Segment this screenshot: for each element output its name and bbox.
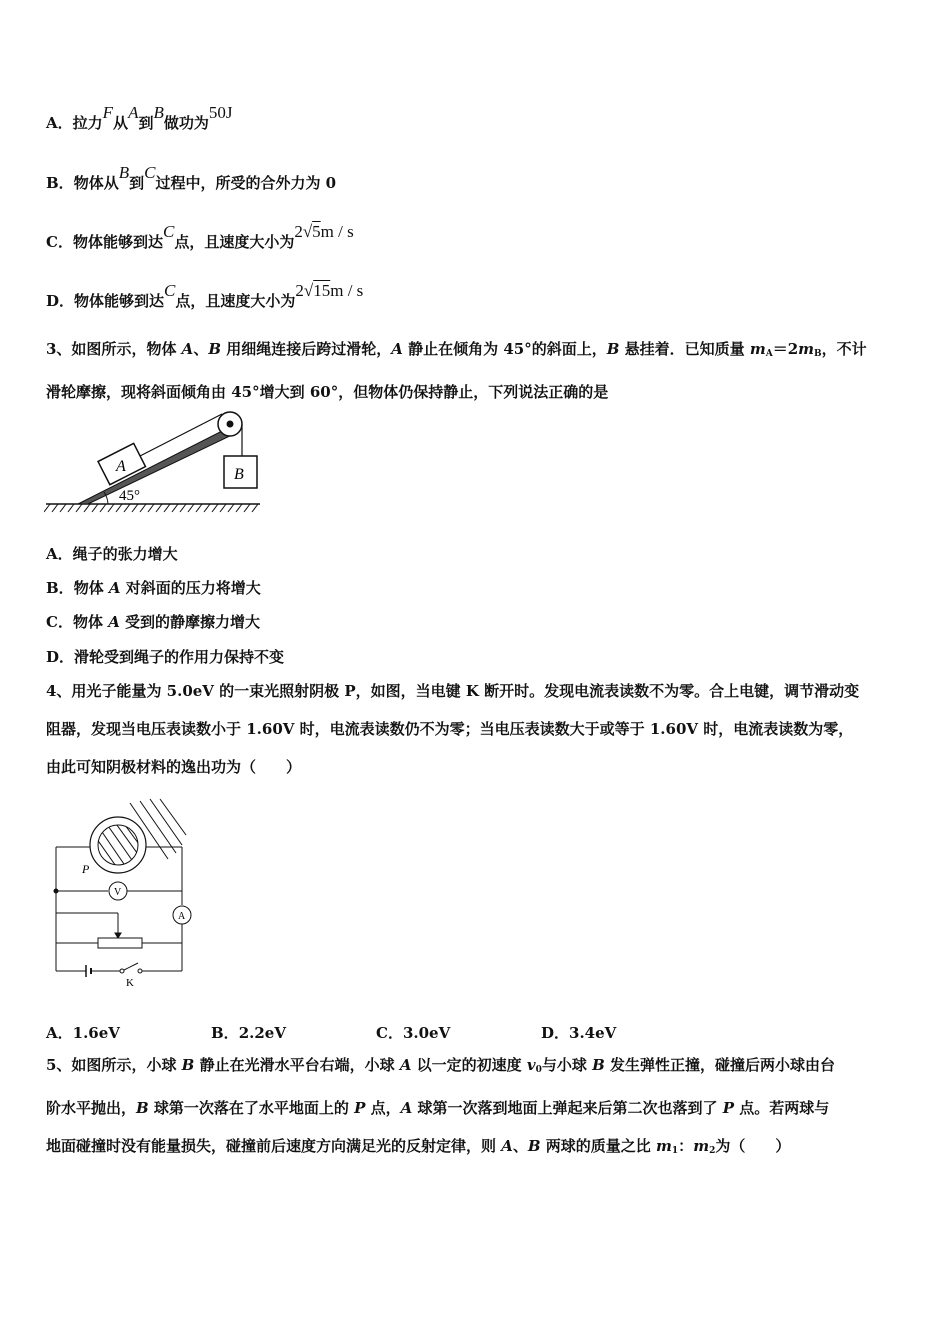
angle-label: 45° — [119, 488, 140, 504]
svg-text:P: P — [82, 862, 90, 876]
q2-option-a: A．拉力F从A到B做功为50J — [46, 103, 233, 132]
q3-stem: 3、如图所示，物体 A、B 用细绳连接后跨过滑轮，A 静止在倾角为 45°的斜面上，B 悬挂着．已知质量 $m_A=2m_B$，不计 滑轮摩擦，现将斜面倾角由 45°增大到 60°，但物体仍保持静止，下列说法正确的是 — [46, 340, 867, 401]
switch-k — [124, 963, 138, 970]
rope — [140, 414, 222, 456]
sqrt-expression: 2√5m / s — [294, 222, 354, 241]
q2-option-d: D．物体能够到达C点，且速度大小为2√15m / s — [46, 281, 364, 310]
q3-option-d: D．滑轮受到绳子的作用力保持不变 — [46, 648, 285, 666]
block-a-label: A — [116, 458, 126, 475]
q4-stem: 4、用光子能量为 5.0eV 的一束光照射阴极 P，如图，当电键 K 断开时。发现电流表读数不为零。合上电键，调节滑动变 阻器，发现当电压表读数小于 1.60V 时，电流表读数仍不为零；当电压表读数大于或等于 1.60V 时，电流表读数为零， 由此可知阴极材料的逸出功为（ ） — [46, 682, 860, 776]
q3-option-b: B．物体 A 对斜面的压力将增大 — [46, 579, 261, 597]
q5-stem: 5、如图所示，小球 B 静止在光滑水平台右端，小球 A 以一定的初速度 $v_0$与小球 B 发生弹性正撞，碰撞后两小球由台 阶水平抛出，B 球第一次落在了水平地面上的 P 点，A 球第一次落到地面上弹起来后第二次也落到了 P 点。若两球与 地面碰撞时没有能量损失，碰撞前后速度方向满足光的反射定律，则 A、B 两球的质量之比 $m_1$：$m_2$为（ ） — [46, 1056, 836, 1156]
q3-option-a: A．绳子的张力增大 — [46, 545, 178, 563]
sqrt-expression: 2√15m / s — [295, 281, 364, 300]
ground-hatching — [44, 504, 258, 512]
q4-option-d: D．3.4eV — [541, 1024, 617, 1042]
svg-text:A: A — [178, 911, 186, 922]
q4-option-b: B．2.2eV — [211, 1024, 286, 1042]
q4-option-a: A．1.6eV — [46, 1024, 120, 1042]
svg-text:V: V — [114, 887, 122, 898]
rheostat — [98, 938, 142, 948]
svg-text:K: K — [126, 977, 134, 989]
q3-option-c: C．物体 A 受到的静摩擦力增大 — [46, 613, 261, 631]
incline-pulley-figure — [44, 406, 264, 518]
q4-option-c: C．3.0eV — [376, 1024, 451, 1042]
light-rays — [130, 799, 186, 859]
photoelectric-circuit-figure — [48, 795, 198, 991]
block-b-label: B — [234, 466, 244, 483]
q2-option-b: B．物体从B到C过程中，所受的合外力为 0 — [46, 163, 337, 192]
q2-option-c: C．物体能够到达C点，且速度大小为2√5m / s — [46, 222, 354, 251]
